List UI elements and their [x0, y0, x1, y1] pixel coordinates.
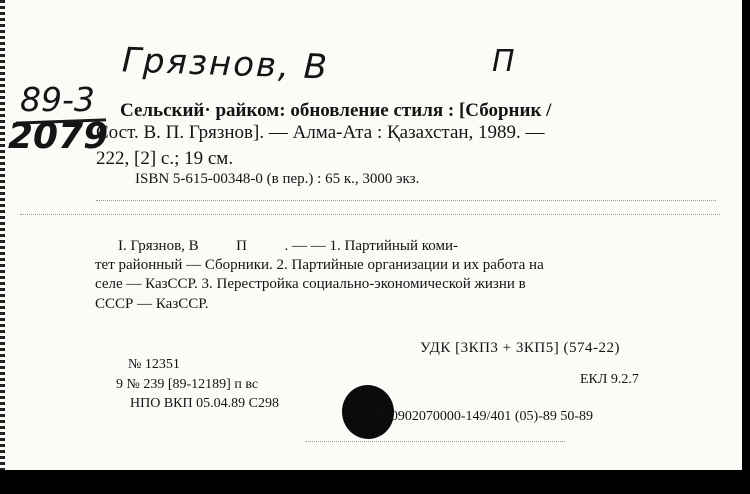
tracing-line-3: селе — КазССР. 3. Перестройка социально-экономической жизни в	[95, 276, 526, 292]
scan-border-bottom	[0, 470, 750, 494]
call-number-bottom: 2079	[8, 116, 109, 157]
isbn-line: ISBN 5-615-00348-0 (в пер.) : 65 к., 3000 экз.	[135, 171, 420, 187]
udk-code: УДК [3КП3 + 3КП5] (574-22)	[420, 340, 620, 356]
card-edge-left	[0, 0, 5, 470]
tracing-line-2: тет районный — Сборники. 2. Партийные организации и их работа на	[95, 257, 544, 273]
entry-line-2: Сост. В. П. Грязнов]. — Алма-Ата : Қазахстан, 1989. —	[96, 122, 545, 143]
tracing-line-1: I. Грязнов, В П . — — 1. Партийный коми-	[118, 238, 459, 254]
entry-title-line: Сельский· райком: обновление стиля : [Сборник /	[120, 100, 552, 121]
call-number-top: 89-3	[20, 80, 95, 119]
ekl-code: ЕКЛ 9.2.7	[580, 372, 639, 387]
tracing-line-4: СССР — КазССР.	[95, 296, 209, 312]
publisher-code: С 0902070000-149/401 (05)-89 50-89	[378, 409, 594, 424]
bottom-dotted-line	[305, 441, 565, 442]
npo-line: НПО ВКП 05.04.89 С298	[130, 396, 279, 411]
handwritten-author: Грязнов, В	[121, 40, 330, 88]
handwritten-initial: П	[492, 44, 515, 79]
entry-line-3: 222, [2] с.; 19 см.	[96, 148, 234, 169]
divider-dotted-2	[20, 214, 720, 215]
divider-dotted	[96, 200, 716, 201]
record-number: № 12351	[128, 357, 180, 372]
print-code-line: 9 № 239 [89-12189] п вс	[116, 377, 259, 392]
